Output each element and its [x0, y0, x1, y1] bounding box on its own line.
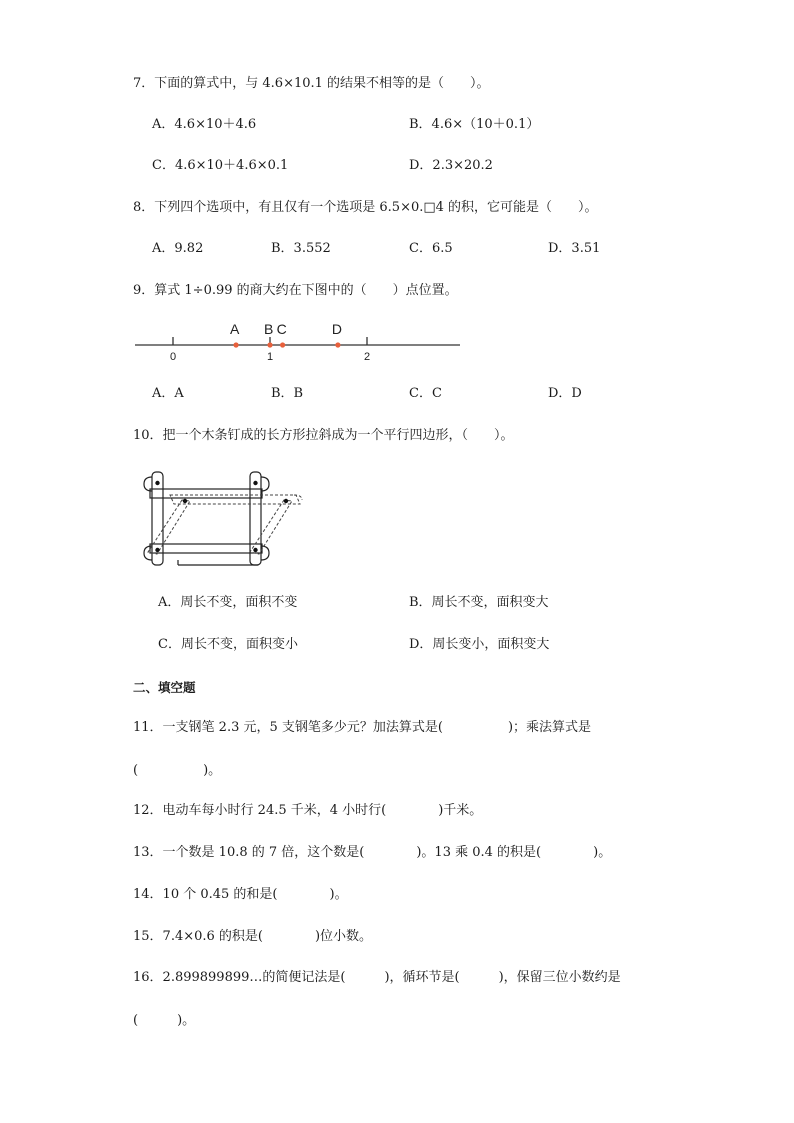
- point-b: [267, 342, 272, 347]
- q14-text: 14．10 个 0.45 的和是( )。: [133, 887, 348, 902]
- q16-line1: 16．2.899899899…的简便记法是( )，循环节是( )，保留三位小数约是: [133, 970, 621, 985]
- q9-option-b[interactable]: B．B: [271, 386, 304, 401]
- tick-label-0: 0: [170, 351, 177, 363]
- bottom-bar: [150, 544, 262, 553]
- q8-option-b[interactable]: B．3.552: [271, 241, 331, 256]
- point-label-c: C: [276, 321, 287, 337]
- q9-stem: 9．算式 1÷0.99 的商大约在下图中的（ ）点位置。: [133, 283, 458, 298]
- top-bar: [150, 489, 262, 498]
- q11-line1: 11．一支钢笔 2.3 元，5 支钢笔多少元？加法算式是( )；乘法算式是: [133, 720, 592, 735]
- q7-stem: 7．下面的算式中，与 4.6×10.1 的结果不相等的是（ ）。: [133, 76, 490, 91]
- q9-option-a[interactable]: A．A: [152, 386, 184, 401]
- q13-text: 13．一个数是 10.8 的 7 倍，这个数是( )。13 乘 0.4 的积是( )。: [133, 845, 612, 860]
- q7-option-c[interactable]: C．4.6×10＋4.6×0.1: [152, 158, 289, 173]
- q8-option-d[interactable]: D．3.51: [548, 241, 601, 256]
- q8-option-a[interactable]: A．9.82: [152, 241, 204, 256]
- q12-text: 12．电动车每小时行 24.5 千米，4 小时行( )千米。: [133, 803, 483, 818]
- q11-line2: ( )。: [133, 763, 222, 778]
- q7-option-d[interactable]: D．2.3×20.2: [409, 158, 493, 173]
- q9-option-c[interactable]: C．C: [409, 386, 442, 401]
- q10-stem: 10．把一个木条钉成的长方形拉斜成为一个平行四边形，（ ）。: [133, 428, 514, 443]
- wooden-frame-figure: [138, 468, 308, 573]
- point-label-d: D: [331, 321, 343, 337]
- q10-option-d[interactable]: D．周长变小，面积变大: [409, 637, 550, 652]
- q7-option-a[interactable]: A．4.6×10＋4.6: [152, 117, 257, 132]
- slanted-right-bar: [250, 500, 292, 554]
- point-label-a: A: [230, 321, 240, 337]
- slanted-left-bar: [148, 500, 190, 554]
- tick-label-1: 1: [267, 351, 274, 363]
- q7-option-b[interactable]: B．4.6×（10＋0.1）: [409, 117, 540, 132]
- q8-stem: 8．下列四个选项中，有且仅有一个选项是 6.5×0.□4 的积，它可能是（ ）。: [133, 200, 598, 215]
- q9-option-d[interactable]: D．D: [548, 386, 582, 401]
- point-label-b: B: [264, 321, 274, 337]
- section-title: 二、填空题: [133, 680, 196, 695]
- point-c: [280, 342, 285, 347]
- q16-line2: ( )。: [133, 1013, 196, 1028]
- point-d: [335, 342, 340, 347]
- tick-label-2: 2: [364, 351, 371, 363]
- q15-text: 15．7.4×0.6 的积是( )位小数。: [133, 929, 373, 944]
- number-line: [130, 316, 470, 366]
- q10-option-c[interactable]: C．周长不变，面积变小: [158, 637, 298, 652]
- q8-option-c[interactable]: C．6.5: [409, 241, 453, 256]
- q10-option-b[interactable]: B．周长不变，面积变大: [409, 595, 549, 610]
- point-a: [233, 342, 238, 347]
- q10-option-a[interactable]: A．周长不变，面积不变: [158, 595, 298, 610]
